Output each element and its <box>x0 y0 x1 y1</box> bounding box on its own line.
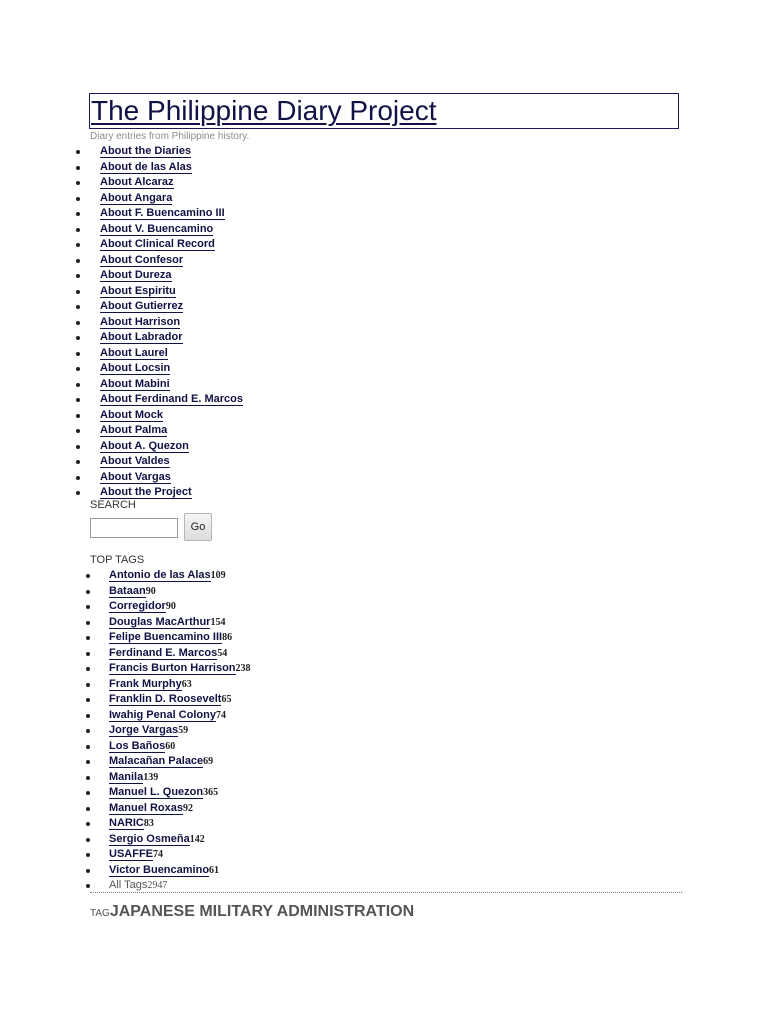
page-link[interactable]: About Confesor <box>100 253 184 266</box>
list-item <box>75 191 243 207</box>
section-divider <box>90 892 682 893</box>
tag-link[interactable]: Manuel L. Quezon <box>109 786 204 798</box>
list-item <box>75 222 243 238</box>
list-item <box>75 330 243 346</box>
list-item <box>75 253 243 269</box>
tag-archive-heading <box>90 903 414 921</box>
list-item <box>85 646 251 662</box>
list-item <box>75 144 243 160</box>
tag-link[interactable]: Douglas MacArthur <box>109 615 211 628</box>
page-link[interactable]: About Locsin <box>100 362 171 374</box>
tag-count: 154 <box>210 616 226 628</box>
tag-heading-name: JAPANESE MILITARY ADMINISTRATION <box>109 903 415 920</box>
list-item <box>75 346 243 362</box>
pages-nav <box>75 144 243 501</box>
tag-link[interactable]: Felipe Buencamino III <box>109 631 223 643</box>
list-item <box>85 568 251 584</box>
tag-count: 365 <box>203 787 219 798</box>
tag-link[interactable]: Antonio de las Alas <box>109 569 211 581</box>
tag-count: 86 <box>222 632 233 643</box>
tag-link[interactable]: Corregidor <box>109 600 166 612</box>
tag-link[interactable]: Iwahig Penal Colony <box>109 708 216 721</box>
tag-link[interactable]: Ferdinand E. Marcos <box>109 646 218 659</box>
page-link[interactable]: About Espiritu <box>100 284 176 297</box>
list-item <box>85 677 251 693</box>
page-link[interactable]: About Labrador <box>100 331 183 343</box>
list-item <box>85 661 251 677</box>
search-go-button[interactable]: Go <box>184 513 212 541</box>
tag-link[interactable]: Manila <box>109 770 144 783</box>
page-link[interactable]: About A. Quezon <box>100 439 189 452</box>
list-item <box>85 863 251 879</box>
tag-heading-prefix: TAG <box>90 908 110 919</box>
list-item <box>75 299 243 315</box>
tag-link[interactable]: Frank Murphy <box>109 677 182 690</box>
all-tags-count: 2947 <box>147 880 168 891</box>
tag-link[interactable]: Los Baños <box>109 739 166 752</box>
page-link[interactable]: About Gutierrez <box>100 300 184 312</box>
list-item <box>75 454 243 470</box>
page-link[interactable]: About Valdes <box>100 455 170 467</box>
list-item <box>75 423 243 439</box>
tag-count: 61 <box>209 864 220 876</box>
site-title-box <box>89 93 679 129</box>
page-link[interactable]: About the Diaries <box>100 145 192 157</box>
page-link[interactable]: About Dureza <box>100 269 172 281</box>
tag-link[interactable]: Franklin D. Roosevelt <box>109 693 222 705</box>
list-item <box>75 175 243 191</box>
page-link[interactable]: About de las Alas <box>100 160 192 173</box>
page-link[interactable]: About Palma <box>100 424 168 436</box>
tag-count: 83 <box>143 818 154 829</box>
list-item <box>85 785 251 801</box>
search-label: SEARCH <box>90 499 136 511</box>
tag-count: 74 <box>215 709 226 721</box>
page-link[interactable]: About Vargas <box>100 470 171 483</box>
tag-count: 109 <box>210 570 226 581</box>
top-tags-list <box>85 568 251 894</box>
list-item <box>75 315 243 331</box>
page-link[interactable]: About Ferdinand E. Marcos <box>100 393 244 405</box>
top-tags-label: TOP TAGS <box>90 554 145 566</box>
all-tags-link[interactable]: All Tags <box>109 879 148 891</box>
tag-count: 60 <box>165 740 176 752</box>
page-link[interactable]: About the Project <box>100 486 192 498</box>
tag-count: 74 <box>153 849 163 860</box>
tag-link[interactable]: Jorge Vargas <box>109 724 179 736</box>
list-item <box>85 584 251 600</box>
list-item <box>85 816 251 832</box>
list-item <box>85 723 251 739</box>
tag-link[interactable]: USAFFE <box>109 848 153 860</box>
list-item <box>75 392 243 408</box>
list-item <box>85 708 251 724</box>
tag-count: 63 <box>181 678 192 690</box>
list-item <box>85 630 251 646</box>
list-item <box>85 692 251 708</box>
tag-count: 92 <box>182 802 193 814</box>
site-tagline: Diary entries from Philippine history. <box>90 131 250 142</box>
list-item <box>75 408 243 424</box>
list-item <box>75 237 243 253</box>
list-item <box>85 770 251 786</box>
tag-count: 90 <box>145 585 156 597</box>
page-link[interactable]: About Harrison <box>100 315 181 328</box>
list-item <box>85 801 251 817</box>
list-item <box>75 377 243 393</box>
tag-count: 90 <box>165 601 176 612</box>
tag-count: 238 <box>235 663 251 674</box>
tag-count: 59 <box>178 725 189 736</box>
list-item <box>75 206 243 222</box>
list-item <box>75 361 243 377</box>
tag-count: 65 <box>221 694 232 705</box>
tag-link[interactable]: NARIC <box>109 817 144 829</box>
tag-link[interactable]: Manuel Roxas <box>109 801 183 814</box>
page-link[interactable]: About Clinical Record <box>100 238 215 250</box>
page-link[interactable]: About V. Buencamino <box>100 222 214 235</box>
list-item <box>85 832 251 848</box>
list-item <box>85 754 251 770</box>
list-item <box>75 439 243 455</box>
page-link[interactable]: About F. Buencamino III <box>100 207 225 219</box>
page-link[interactable]: About Angara <box>100 191 173 204</box>
list-item <box>85 599 251 615</box>
page-link[interactable]: About Mock <box>100 408 163 421</box>
list-item <box>85 615 251 631</box>
page-link[interactable]: About Alcaraz <box>100 176 174 188</box>
search-input[interactable] <box>90 518 178 538</box>
tag-link[interactable]: Malacañan Palace <box>109 755 204 767</box>
list-item <box>75 470 243 486</box>
page-link[interactable]: About Mabini <box>100 377 170 390</box>
page-link[interactable]: About Laurel <box>100 346 168 359</box>
tag-link[interactable]: Francis Burton Harrison <box>109 662 236 674</box>
tag-link[interactable]: Bataan <box>109 584 146 597</box>
list-item <box>75 268 243 284</box>
site-title-link[interactable]: The Philippine Diary Project <box>91 95 437 126</box>
list-item <box>75 160 243 176</box>
tag-count: 142 <box>189 833 205 845</box>
tag-count: 139 <box>143 771 159 783</box>
list-item <box>85 739 251 755</box>
tag-count: 69 <box>203 756 214 767</box>
list-item <box>75 284 243 300</box>
tag-link[interactable]: Victor Buencamino <box>109 863 210 876</box>
tag-count: 54 <box>217 647 228 659</box>
tag-link[interactable]: Sergio Osmeña <box>109 832 190 845</box>
list-item <box>85 847 251 863</box>
